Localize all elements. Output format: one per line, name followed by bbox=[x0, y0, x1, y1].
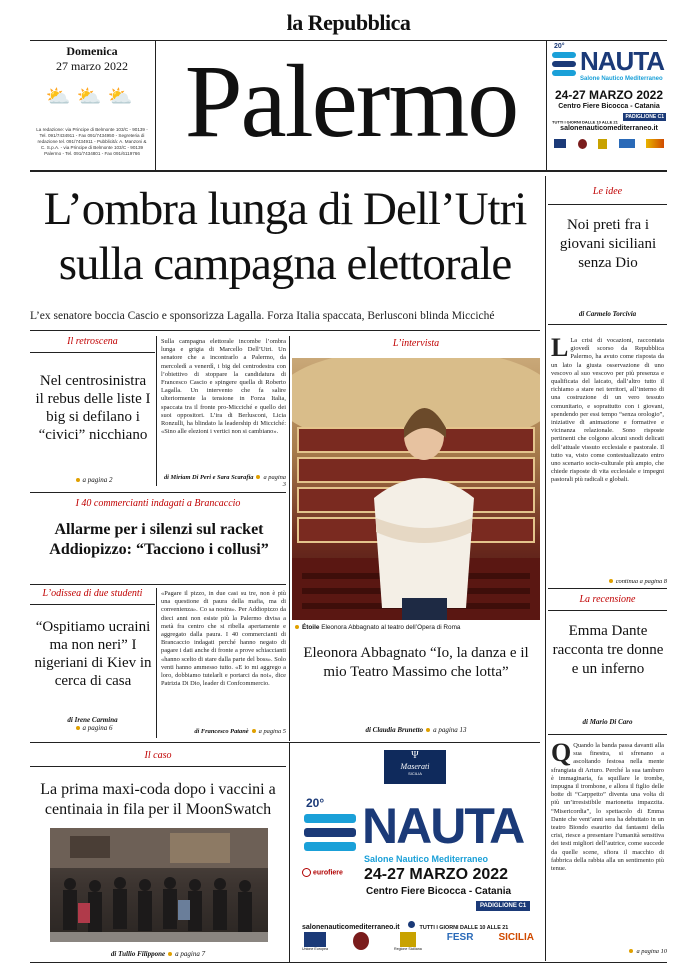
region-logo: Regione Siciliana bbox=[394, 932, 422, 951]
sponsor-badge bbox=[384, 750, 446, 784]
dropcap: Q bbox=[551, 738, 572, 767]
bullet-icon bbox=[609, 579, 613, 583]
brand-logo: la Repubblica bbox=[286, 10, 411, 35]
racket-body-byline: di Francesco Patanè a pagina 5 bbox=[194, 728, 286, 735]
queue-illustration bbox=[50, 828, 268, 942]
masthead-small-print: La redazione: via Principe di Belmonte 103/C - 90139 - Tel. 091/7434911 - Fax 091/7434950 - Segreteria di redazione tel. 091/7434911 - Pubblicità: A. Manzoni & C. S.p.A. - via Principe di Belmonte 103/C - 90139 Palermo - Tel. 091/7434801 - Fax 091/6119766 bbox=[36, 127, 148, 156]
fesr-logo-icon bbox=[619, 139, 635, 148]
recensione-ref: a pagina 10 bbox=[548, 948, 667, 955]
racket-body: «Pagare il pizzo, in due casi su tre, non è più una questione di paura della mafia, ma di convenienza». Co sa nostra». Per Addiopizzo da dieci anni non esiste più la Palermo divisa a metà fra centro che si ribella apertamente e aggregato dalla paura. I 40 commercianti di Brancaccio indagati perché hanno negato di pagare i dati anche di fronte a prove schiaccianti «hanno scelto di stare dalla parte del boss». Solo venti hanno ammesso tutto. «E io mi aggrego a loro, dobbiamo tutelarli e portarci da noi», dice Patrizia Di Dio, leader di Confcommercio. bbox=[161, 590, 286, 688]
interview-headline[interactable]: Eleonora Abbagnato “Io, la danza e il mio Teatro Massimo che lotta” bbox=[303, 645, 529, 680]
bullet-icon bbox=[295, 625, 299, 629]
top-ad-number: 20° bbox=[554, 43, 565, 50]
retroscena-ref: a pagina 2 bbox=[30, 476, 155, 484]
idee-ref: continua a pagina 8 bbox=[548, 578, 667, 585]
top-ad-hours: TUTTI I GIORNI DALLE 10 ALLE 21 bbox=[552, 119, 618, 125]
date-box bbox=[30, 44, 154, 157]
sicilia-logo-icon bbox=[646, 139, 664, 148]
top-ad-venue: Centro Fiere Bicocca - Catania bbox=[558, 103, 660, 110]
lead-body: Sulla campagna elettorale incombe l’ombra lunga e grigia di Marcello Dell’Utri. Un senatore che a incontrarlo a Palermo, da mercoledì a venerdì, i big del centrodestra con l’obiettivo di stoppare la candidatura di Francesco Cascio e spingere quella di Roberto Lagalla. Un intervento che fa salire ulteriormente la tensione in Forza Italia, spaccata tra il fronte pro-Micciché e quello dei suoi oppositori. L’ira di Berlusconi, Licia Ronzulli, ha blindato la leadership di Micciché: «Sino alle elezioni i vertici non si cambiano». bbox=[161, 338, 286, 436]
top-ad-url[interactable]: salonenauticomediterraneo.it bbox=[560, 125, 658, 132]
caso-photo bbox=[50, 828, 268, 942]
interview-ref: di Claudia Brunetto a pagina 13 bbox=[365, 726, 467, 734]
lead-body-byline: di Miriam Di Peri e Sara Scarafia a pagina 3 bbox=[163, 474, 286, 488]
caso-ref: di Tullio Filippone a pagina 7 bbox=[110, 950, 206, 958]
bottom-ad-number: 20° bbox=[306, 796, 325, 810]
bullet-icon bbox=[426, 728, 430, 732]
dropcap: L bbox=[551, 333, 569, 362]
bullet-icon bbox=[76, 478, 80, 482]
edition-title: Palermo bbox=[184, 44, 518, 159]
bullet-icon bbox=[76, 726, 80, 730]
edition-day: Domenica bbox=[66, 44, 118, 58]
recensione-body: Q Quando la banda passa davanti alla sua finestra, si sfrenano a ascoltando festosa nella mente sfrangiata di Arturo. Perché la sua tamburo è immaginaria, fa squillare le trombe, impugna il trombone, e allora il figlio delle botte di “Carppetto” diventa una volta di più un’irresistibile marionetta impazzita. “Misericordia”, lo spettacolo di Emma Dante che vent’anni sera ha debuttato in un teatro Biondo esaurito dai fantasmi della crisi, riesce a presentare l’umanità sensitiva dei testi migliori dell’autrice, come succede da quelle scene, sfiora il macchio di fabbrica della rabbia alla un sentimento più tenue. bbox=[551, 738, 664, 873]
bullet-icon bbox=[629, 949, 633, 953]
bottom-ad-hours: TUTTI I GIORNI DALLE 10 ALLE 21 bbox=[419, 925, 509, 931]
lead-subhead: L’ex senatore boccia Cascio e sponsorizza Lagalla. Forza Italia spaccata, Berlusconi blinda Micciché bbox=[30, 310, 495, 322]
top-ad-brand: NAUTA bbox=[580, 46, 665, 76]
eu-flag-icon bbox=[304, 932, 326, 947]
top-ad-logos bbox=[554, 139, 664, 151]
fesr-logo: FESR bbox=[446, 932, 474, 943]
bottom-ad-pavilion: PADIGLIONE C1 bbox=[476, 901, 530, 911]
theatre-illustration bbox=[292, 358, 540, 620]
sicilia-logo: SICILIA bbox=[498, 932, 534, 943]
top-ad-subtitle: Salone Nautico Mediterraneo bbox=[580, 76, 663, 82]
bottom-ad-venue: Centro Fiere Bicocca - Catania bbox=[366, 886, 512, 897]
retroscena-kicker: Il retroscena bbox=[67, 336, 118, 347]
racket-kicker: I 40 commercianti indagati a Brancaccio bbox=[75, 498, 241, 509]
students-kicker: L’odissea di due studenti bbox=[42, 588, 143, 599]
idee-kicker: Le idee bbox=[592, 186, 623, 197]
bullet-icon bbox=[168, 952, 172, 956]
bottom-ad-url[interactable]: salonenauticomediterraneo.it bbox=[302, 924, 400, 931]
bottom-ad-brand: NAUTA bbox=[362, 798, 524, 854]
bullet-icon bbox=[252, 729, 256, 733]
weather-row bbox=[30, 84, 154, 109]
top-ad[interactable] bbox=[550, 44, 668, 166]
republic-emblem-icon bbox=[578, 139, 587, 149]
retroscena-headline[interactable]: Nel centrosinistra il rebus delle liste I big si defilano i “civici” nicchiano bbox=[35, 373, 151, 443]
bottom-ad[interactable] bbox=[292, 746, 540, 960]
students-headline[interactable]: “Ospitiamo ucraini ma non neri” I nigeriani di Kiev in cerca di casa bbox=[34, 619, 152, 689]
bottom-ad-logos bbox=[302, 932, 534, 958]
recensione-author: di Mario Di Caro bbox=[582, 718, 633, 726]
idee-author: di Carmelo Torcivia bbox=[578, 310, 637, 318]
recensione-kicker: La recensione bbox=[579, 594, 636, 605]
caso-headline[interactable]: La prima maxi-coda dopo i vaccini a centinaia in fila per il MoonSwatch bbox=[40, 781, 276, 818]
organizer-logo: eurofiere bbox=[302, 868, 343, 877]
trident-icon: Ψ bbox=[411, 750, 419, 761]
republic-emblem-icon bbox=[353, 932, 369, 950]
top-ad-dates: 24-27 MARZO 2022 bbox=[554, 88, 664, 102]
edition-date: 27 marzo 2022 bbox=[56, 59, 128, 73]
region-emblem-icon bbox=[400, 932, 416, 947]
caso-kicker: Il caso bbox=[144, 750, 172, 761]
recensione-headline[interactable]: Emma Dante racconta tre donne e un inferno bbox=[552, 623, 664, 677]
interview-photo bbox=[292, 358, 540, 620]
weather-sun-cloud-icon: ⛅ bbox=[107, 86, 139, 108]
top-ad-pavilion: PADIGLIONE C1 bbox=[625, 114, 664, 120]
idee-headline[interactable]: Noi preti fra i giovani siciliani senza Dio bbox=[559, 217, 657, 271]
weather-sun-cloud-icon: ⛅ bbox=[76, 86, 108, 108]
idee-body: L La crisi di vocazioni, raccontata giovedì scorso da Repubblica Palermo, ha avuto come risposta da un lato la giusta osservazione di uno vescovo al suo vescovo per più presenza e qualificata del laicato, dall’altro tutto il richiamo a stare nei territori, all’interno di una costruzione di un vero tessuto comunitario, e soprattutto con i giovani, spendendo per essi tempo “senza orologio”, iniziative di animazione e formative e vicinanza relazionale. Sono risposte pertinenti che colgono alcuni snodi delicati dell’attuale vissuto ecclesiale e pastorale. Il tutto va, visto come contestualizzato entro uno scenario socio-culturale più ampio, che chiede risposte di vita ecclesiale e impegni pastorali più radicali e globali. bbox=[551, 333, 664, 484]
racket-headline[interactable]: Allarme per i silenzi sul racket Addiopizzo: “Tacciono i collusi” bbox=[49, 521, 269, 558]
bullet-icon bbox=[256, 475, 260, 479]
interview-kicker: L’intervista bbox=[392, 338, 440, 349]
eu-flag-icon bbox=[554, 139, 566, 148]
eu-logo: Unione Europea bbox=[302, 932, 328, 951]
sponsor-sub: SICILIA bbox=[408, 771, 422, 776]
clock-icon bbox=[408, 921, 415, 928]
region-emblem-icon bbox=[598, 139, 607, 149]
students-ref: di Irene Carmina a pagina 6 bbox=[67, 716, 118, 732]
eurofiere-icon bbox=[302, 868, 311, 877]
lead-headline[interactable]: L’ombra lunga di Dell’Utri sulla campagna elettorale bbox=[43, 183, 527, 290]
bottom-ad-subtitle: Salone Nautico Mediterraneo bbox=[364, 854, 489, 864]
weather-sun-cloud-icon: ⛅ bbox=[45, 86, 77, 108]
bottom-ad-dates: 24-27 MARZO 2022 bbox=[364, 866, 509, 883]
interview-caption: Étoile Eleonora Abbagnato al teatro dell’Opera di Roma bbox=[292, 624, 540, 631]
sponsor-name: Maserati bbox=[400, 762, 430, 771]
